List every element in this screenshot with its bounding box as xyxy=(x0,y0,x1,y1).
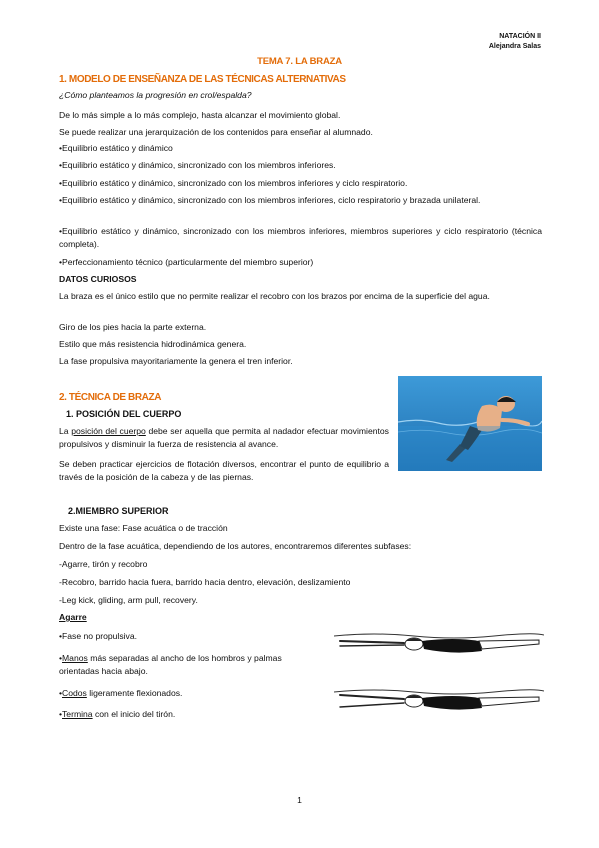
curious-item: Giro de los pies hacia la parte externa. xyxy=(59,322,207,332)
paragraph: Se puede realizar una jerarquización de los contenidos para enseñar al alumnado. xyxy=(59,127,373,137)
section1-question: ¿Cómo planteamos la progresión en crol/espalda? xyxy=(59,90,252,100)
bullet-mark: • xyxy=(59,653,63,663)
posicion-paragraph: Se deben practicar ejercicios de flotación diversos, encontrar el punto de equilibrio a través de la posición de la cabeza y de las piernas. xyxy=(59,459,389,482)
catch-swimmer-drawing xyxy=(334,683,544,717)
agarre-bullet xyxy=(59,652,319,678)
bullet-item: •Equilibrio estático y dinámico, sincronizado con los miembros inferiores, miembros superiores y ciclo respiratorio (técnica completa). xyxy=(59,226,542,249)
posicion-heading: 1. POSICIÓN DEL CUERPO xyxy=(66,409,182,419)
curious-item: La braza es el único estilo que no permite realizar el recobro con los brazos por encima de la superficie del agua. xyxy=(59,291,490,301)
page-number: 1 xyxy=(297,795,302,805)
section2-heading: 2. TÉCNICA DE BRAZA xyxy=(59,392,162,403)
underlined-term: posición del cuerpo xyxy=(71,426,146,436)
text-run: con el inicio del tirón. xyxy=(92,709,176,719)
bullet-item: •Equilibrio estático y dinámico, sincronizado con los miembros inferiores. xyxy=(59,160,336,170)
agarre-heading: Agarre xyxy=(59,612,87,622)
miembro-line: -Leg kick, gliding, arm pull, recovery. xyxy=(59,595,198,605)
header-author: Alejandra Salas xyxy=(488,43,541,50)
text-run: debe ser aquella que permita al nadador efectuar movimientos propulsivos y disminuir la fuerza de resistencia al avance. xyxy=(59,426,389,449)
page-header xyxy=(489,32,541,52)
bullet-item: •Equilibrio estático y dinámico xyxy=(59,143,173,153)
curious-heading: DATOS CURIOSOS xyxy=(59,274,137,284)
header-subject: NATACIÓN II xyxy=(499,33,541,40)
bullet-item: •Perfeccionamiento técnico (particularmente del miembro superior) xyxy=(59,257,314,267)
miembro-heading: 2.MIEMBRO SUPERIOR xyxy=(68,506,169,516)
breaststroke-swimmer-image xyxy=(398,376,542,471)
agarre-bullet xyxy=(59,687,319,700)
text-run: más separadas al ancho de los hombros y palmas orientadas hacia abajo. xyxy=(59,653,282,676)
bullet-item: •Equilibrio estático y dinámico, sincronizado con los miembros inferiores, ciclo respiratorio y brazada unilateral. xyxy=(59,195,481,205)
miembro-line: -Agarre, tirón y recobro xyxy=(59,559,148,569)
bullet-item: •Equilibrio estático y dinámico, sincronizado con los miembros inferiores y ciclo respiratorio. xyxy=(59,178,408,188)
underlined-term: Codos xyxy=(62,688,87,698)
text-run: La xyxy=(59,426,72,436)
glide-swimmer-drawing xyxy=(334,627,544,661)
miembro-line: Dentro de la fase acuática, dependiendo de los autores, encontraremos diferentes subfases: xyxy=(59,541,412,551)
miembro-line: Existe una fase: Fase acuática o de tracción xyxy=(59,523,228,533)
posicion-paragraph xyxy=(59,425,389,451)
bullet-mark: • xyxy=(59,688,63,698)
agarre-bullet: •Fase no propulsiva. xyxy=(59,631,138,641)
curious-item: La fase propulsiva mayoritariamente la genera el tren inferior. xyxy=(59,356,293,366)
paragraph: De lo más simple a lo más complejo, hasta alcanzar el movimiento global. xyxy=(59,110,341,120)
underlined-term: Manos xyxy=(62,653,88,663)
section1-heading: 1. MODELO DE ENSEÑANZA DE LAS TÉCNICAS ALTERNATIVAS xyxy=(59,74,346,85)
bullet-mark: • xyxy=(59,709,63,719)
text-run: ligeramente flexionados. xyxy=(86,688,183,698)
miembro-line: -Recobro, barrido hacia fuera, barrido hacia dentro, elevación, deslizamiento xyxy=(59,577,351,587)
agarre-bullet xyxy=(59,708,319,721)
document-title: TEMA 7. LA BRAZA xyxy=(257,56,342,67)
underlined-term: Termina xyxy=(62,709,93,719)
curious-item: Estilo que más resistencia hidrodinámica genera. xyxy=(59,339,247,349)
